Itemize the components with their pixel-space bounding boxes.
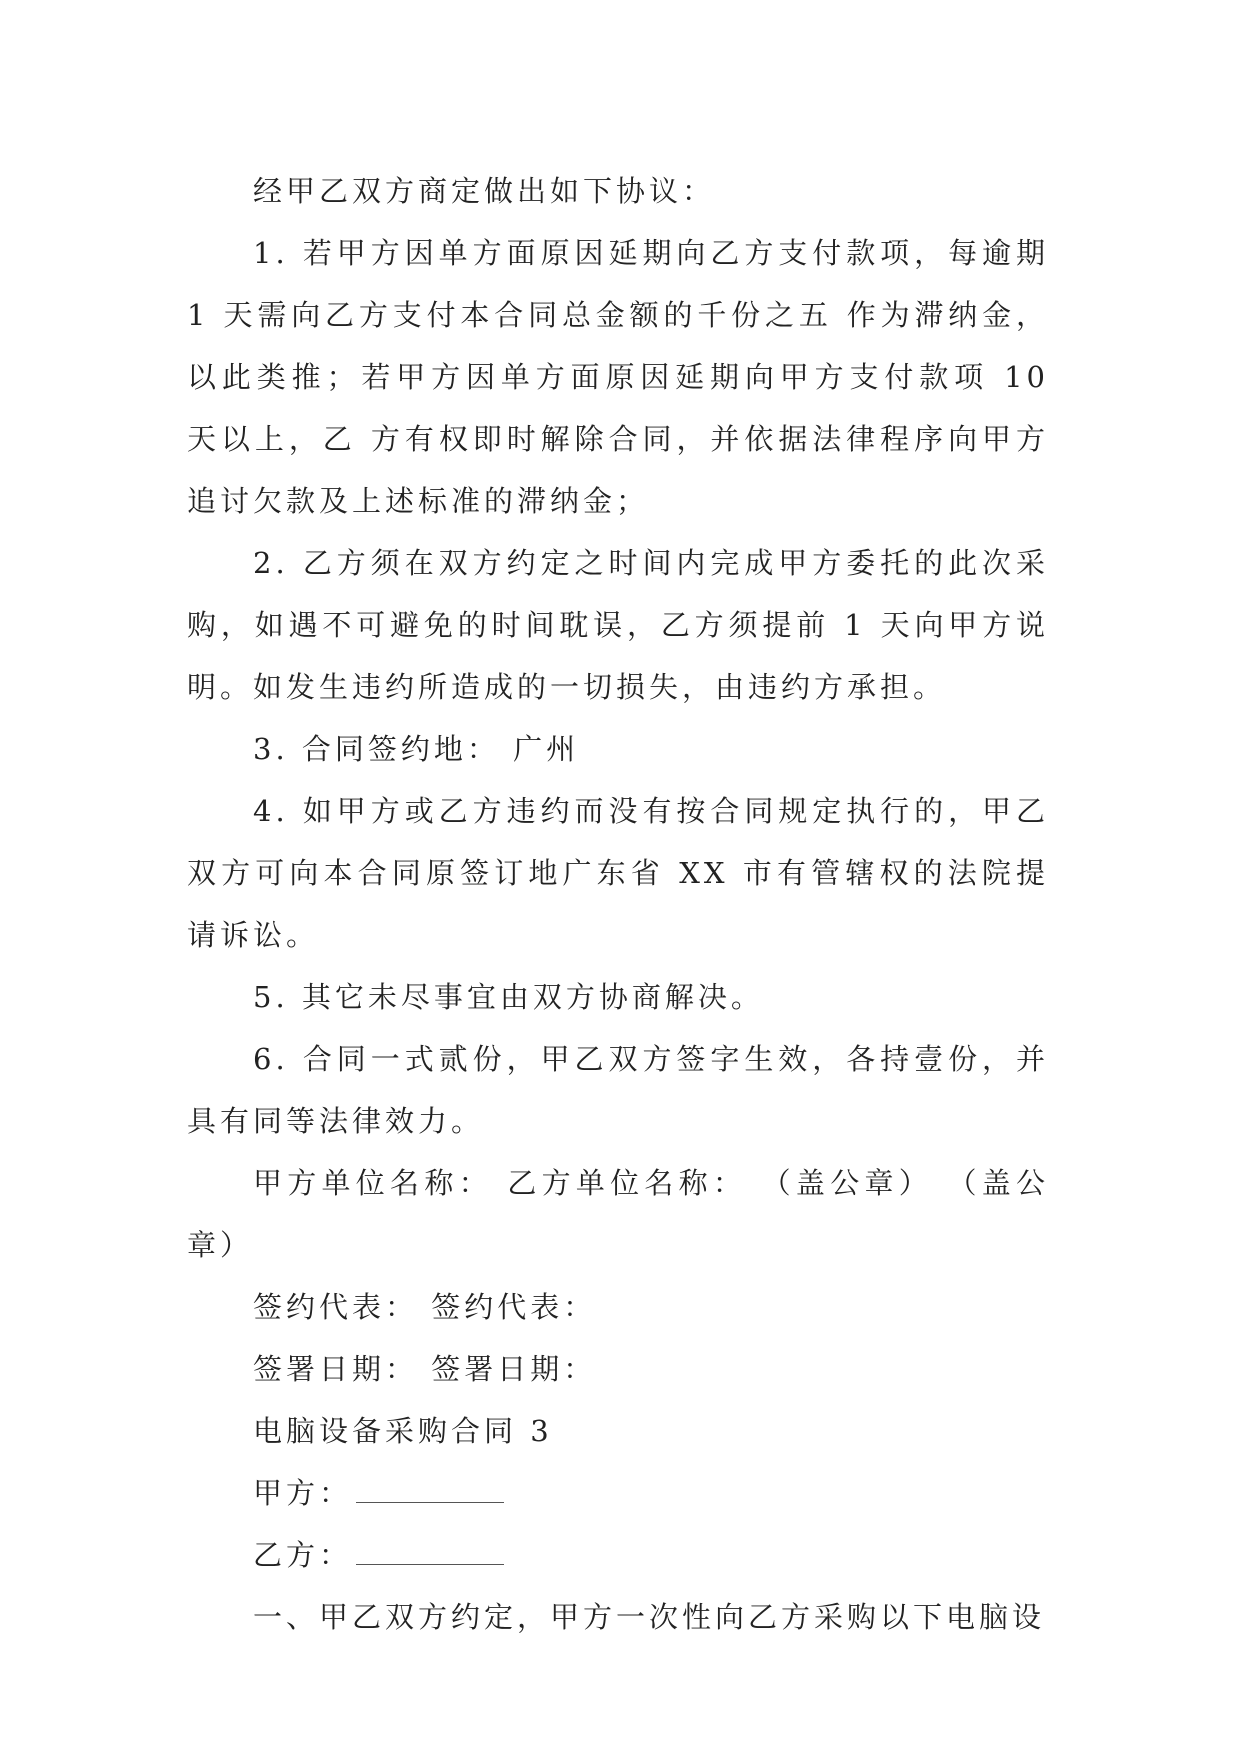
agreement-intro: 经甲乙双方商定做出如下协议： xyxy=(253,174,716,208)
clause-2: 2. 乙方须在双方约定之时间内完成甲方委托的此次采购，如遇不可避免的时间耽误，乙方须提前 1 天向甲方说明。如发生违约所造成的一切损失，由违约方承担。 xyxy=(187,546,1049,704)
signature-representatives: 签约代表： 签约代表： xyxy=(253,1290,597,1324)
party-b-line xyxy=(187,1524,1049,1586)
clause-1: 1. 若甲方因单方面原因延期向乙方支付款项，每逾期 1 天需向乙方支付本合同总金额的千份之五 作为滞纳金，以此类推；若甲方因单方面原因延期向甲方支付款项 10 天以上，乙 方有权即时解除合同，并依据法律程序向甲方追讨欠款及上述标准的滞纳金； xyxy=(187,236,1049,518)
contract-3-title: 电脑设备采购合同 3 xyxy=(253,1414,553,1448)
contract-3-clause-1: 一、甲乙双方约定，甲方一次性向乙方采购以下电脑设 xyxy=(253,1600,1046,1634)
signature-names: 甲方单位名称： 乙方单位名称： （盖公章） （盖公章） xyxy=(187,1166,1049,1262)
party-a-line xyxy=(187,1462,1049,1524)
party-b-blank xyxy=(356,1540,504,1565)
clause-4: 4. 如甲方或乙方违约而没有按合同规定执行的，甲乙双方可向本合同原签订地广东省 XX 市有管辖权的法院提请诉讼。 xyxy=(187,794,1049,952)
document-body xyxy=(187,160,1049,1648)
clause-5: 5. 其它未尽事宜由双方协商解决。 xyxy=(253,980,764,1014)
clause-3: 3. 合同签约地： 广州 xyxy=(253,732,580,766)
party-a-blank xyxy=(356,1478,504,1503)
party-a-label: 甲方： xyxy=(253,1476,353,1510)
clause-6: 6. 合同一式贰份，甲乙双方签字生效，各持壹份，并具有同等法律效力。 xyxy=(187,1042,1049,1138)
party-b-label: 乙方： xyxy=(253,1538,353,1572)
signature-dates: 签署日期： 签署日期： xyxy=(253,1352,597,1386)
